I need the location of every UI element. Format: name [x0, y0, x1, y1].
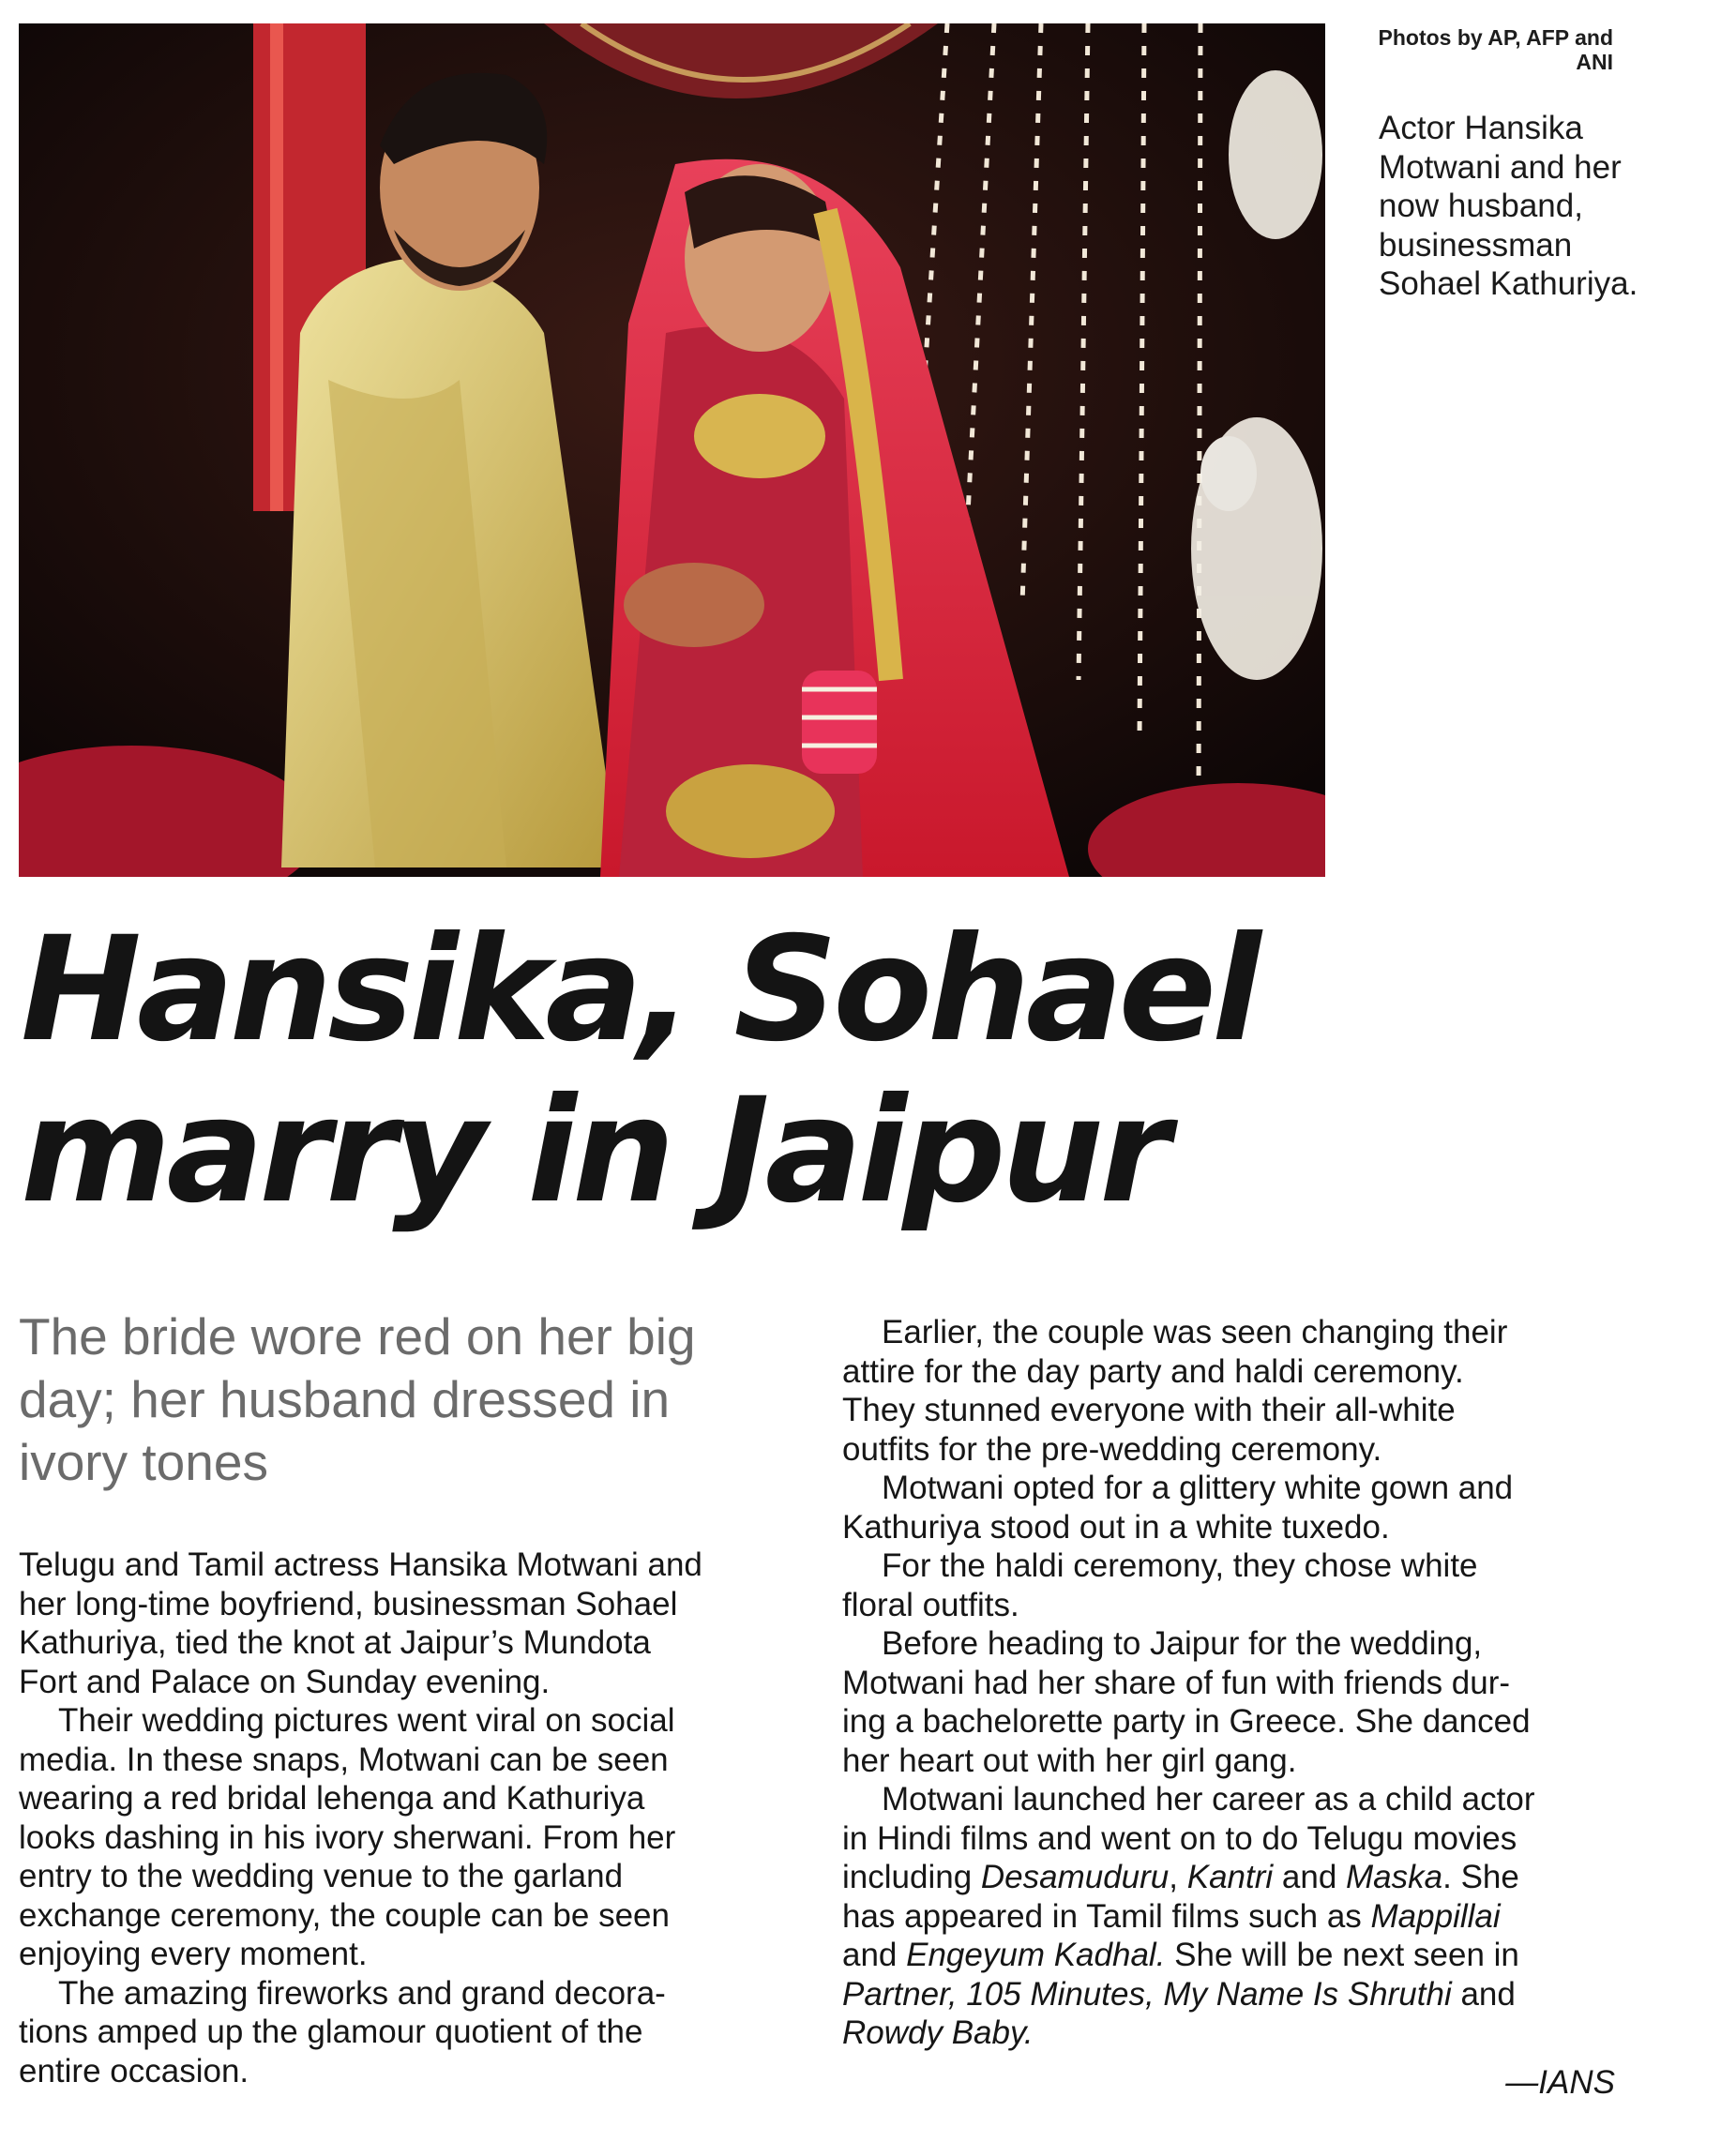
photo-caption: Actor Hansika Motwani and her now husband, businessman Sohael Kathuriya. [1379, 110, 1638, 302]
article-column-left [19, 1546, 816, 2090]
text-line: entry to the wedding venue to the garland [19, 1858, 624, 1894]
text-run: She will be next seen in [1165, 1937, 1519, 1973]
paragraph-3 [19, 1974, 816, 2091]
text-run: and [1451, 1975, 1516, 2013]
paragraph-6 [842, 1546, 1621, 1624]
text-run: , [1169, 1859, 1187, 1895]
text-line: her heart out with her girl gang. [842, 1742, 1297, 1779]
text-run: including [842, 1859, 981, 1895]
text-line: For the haldi ceremony, they chose white [882, 1547, 1478, 1584]
paragraph-4 [842, 1313, 1621, 1469]
text-line: outfits for the pre-wedding ceremony. [842, 1430, 1382, 1468]
text-line: Telugu and Tamil actress Hansika Motwani and [19, 1546, 702, 1583]
text-line: floral outfits. [842, 1586, 1019, 1623]
text-line: tions amped up the glamour quotient of the [19, 2014, 643, 2050]
film-title: Rowdy Baby. [842, 2014, 1034, 2051]
paragraph-8 [842, 1780, 1621, 2053]
text-run: and [1273, 1859, 1347, 1895]
text-line: Before heading to Jaipur for the wedding, [882, 1625, 1483, 1662]
text-line [842, 1858, 1621, 1897]
text-run: and [842, 1937, 907, 1973]
subheadline-deck: The bride wore red on her big day; her husband dressed in ivory tones [19, 1307, 696, 1491]
headline-line-1: Hansika, Sohael [21, 906, 1257, 1074]
text-run: . She [1442, 1859, 1519, 1895]
text-line: Kathuriya stood out in a white tuxedo. [842, 1508, 1390, 1546]
text-line: They stunned everyone with their all-white [842, 1392, 1456, 1428]
paragraph-2 [19, 1701, 816, 1974]
article-column-right [842, 1313, 1621, 2053]
text-line: Their wedding pictures went viral on social [58, 1702, 675, 1739]
text-line: her long-time boyfriend, businessman Sohael [19, 1585, 678, 1622]
film-title: Mappillai [1370, 1897, 1501, 1935]
text-line: Fort and Palace on Sunday evening. [19, 1663, 551, 1700]
text-line: attire for the day party and haldi ceremony. [842, 1352, 1464, 1390]
film-title: Partner, 105 Minutes, My Name Is Shruthi [842, 1975, 1452, 2013]
text-line: Kathuriya, tied the knot at Jaipur’s Mundota [19, 1624, 651, 1661]
text-line: entire occasion. [19, 2052, 249, 2089]
text-line: enjoying every moment. [19, 1936, 368, 1972]
photo-credit: Photos by AP, AFP and ANI [1378, 25, 1613, 74]
film-title: Kantri [1186, 1859, 1274, 1895]
text-line: media. In these snaps, Motwani can be seen [19, 1741, 669, 1778]
text-line: Motwani had her share of fun with friends dur- [842, 1664, 1511, 1701]
text-line: ing a bachelorette party in Greece. She danced [842, 1703, 1531, 1740]
paragraph-1 [19, 1546, 816, 1701]
text-line: looks dashing in his ivory sherwani. From her [19, 1818, 676, 1856]
text-line [842, 1897, 1621, 1937]
text-line [842, 1936, 1621, 1975]
text-run: has appeared in Tamil films such as [842, 1897, 1371, 1935]
text-line: The amazing fireworks and grand decora- [58, 1974, 666, 2012]
headline-line-2: marry in Jaipur [21, 1067, 1167, 1235]
film-title: Maska [1346, 1859, 1443, 1895]
text-line: in Hindi films and went on to do Telugu movies [842, 1819, 1517, 1857]
text-line: wearing a red bridal lehenga and Kathuriya [19, 1780, 645, 1817]
paragraph-5 [842, 1469, 1621, 1546]
text-line [842, 1975, 1621, 2014]
byline-signoff: —IANS [1505, 2064, 1615, 2101]
wedding-photo [19, 23, 1325, 877]
film-title: Engeyum Kadhal. [906, 1937, 1166, 1973]
film-title: Desamuduru [980, 1859, 1170, 1895]
text-line: exchange ceremony, the couple can be seen [19, 1896, 670, 1934]
headline [21, 906, 1427, 1235]
text-line: Motwani launched her career as a child actor [882, 1781, 1535, 1818]
paragraph-7 [842, 1624, 1621, 1780]
text-line [842, 2014, 1621, 2053]
text-line: Motwani opted for a glittery white gown and [882, 1470, 1514, 1506]
wedding-photo-illustration [19, 23, 1325, 877]
text-line: Earlier, the couple was seen changing their [882, 1314, 1508, 1350]
